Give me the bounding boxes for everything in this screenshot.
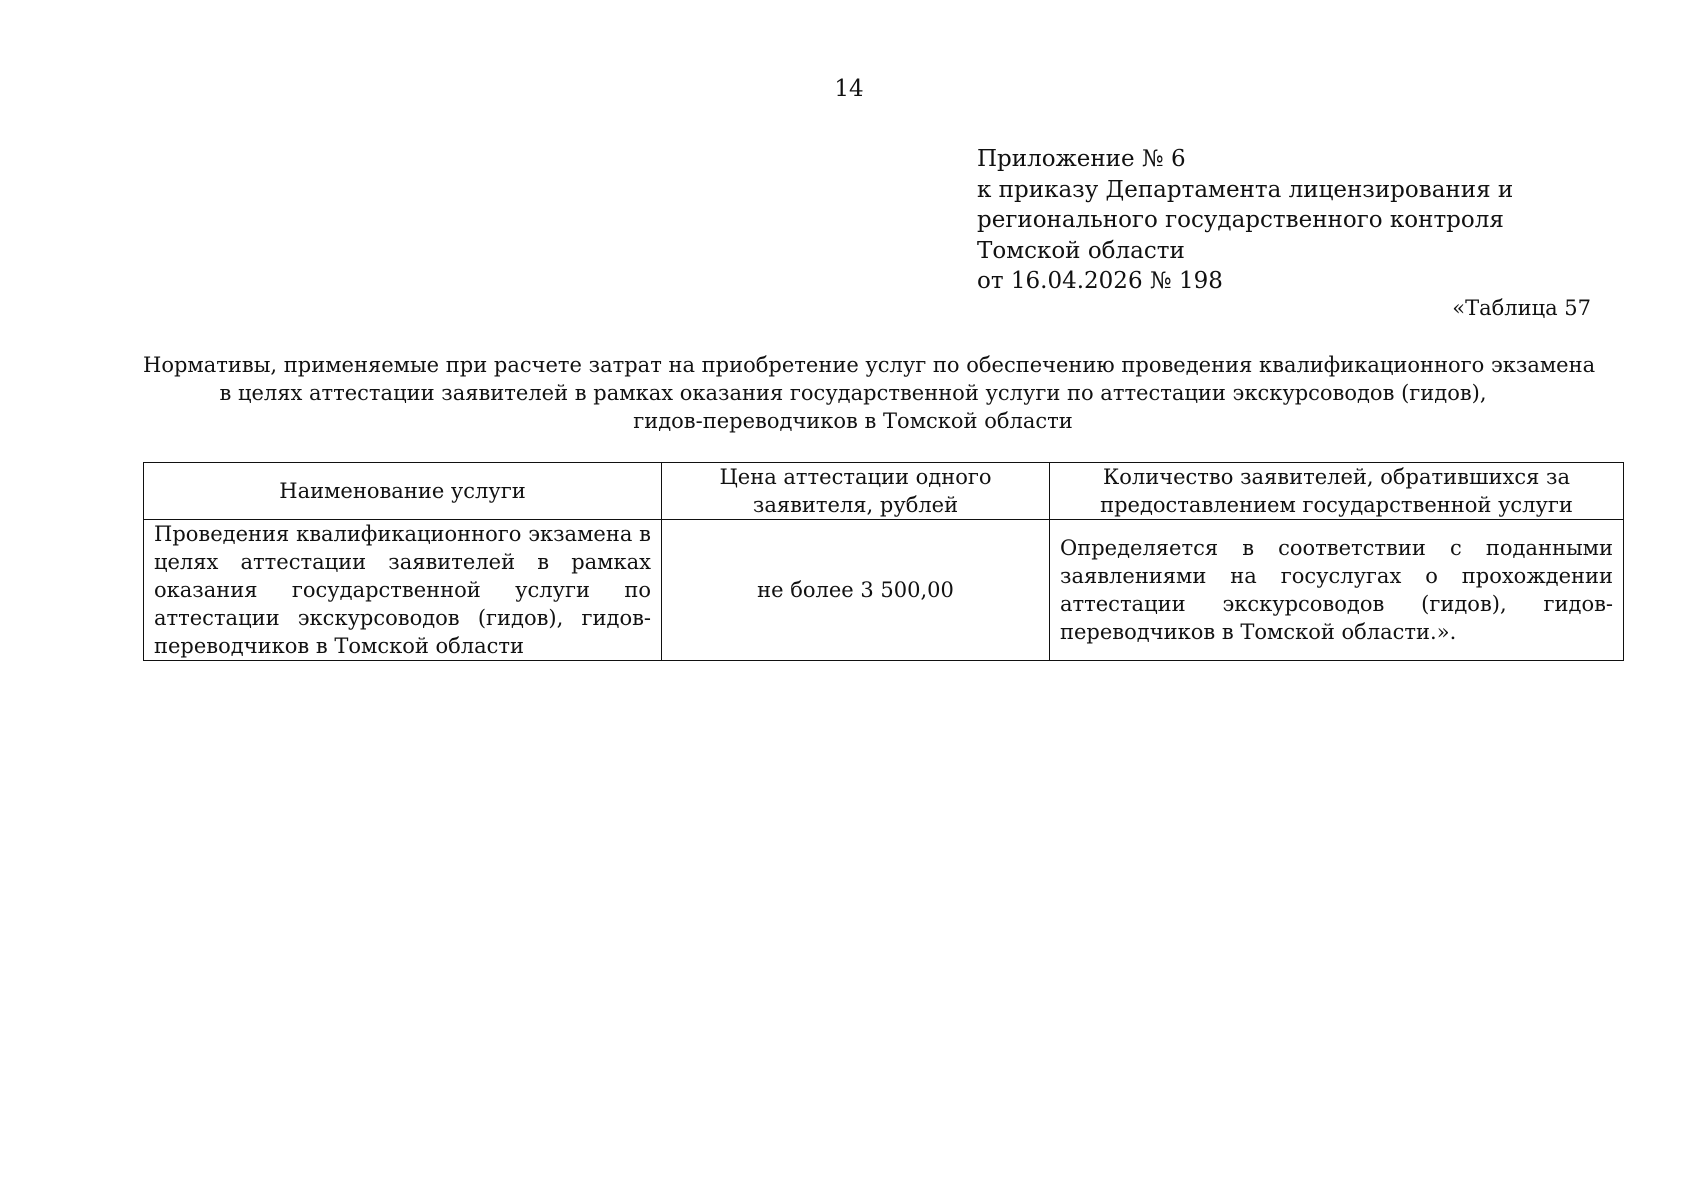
appendix-number: Приложение № 6 — [977, 146, 1186, 172]
cell-price: не более 3 500,00 — [662, 520, 1050, 661]
table-header-row — [144, 463, 1624, 520]
table-row — [144, 520, 1624, 661]
header-applicants: Количество заявителей, обратившихся за предоставлением государственной услуги — [1050, 463, 1624, 520]
page-number: 14 — [834, 76, 864, 102]
appendix-date-line: от 16.04.2026 № 198 — [977, 268, 1223, 294]
appendix-order-line: к приказу Департамента лицензирования и — [977, 176, 1514, 203]
header-service-name: Наименование услуги — [144, 463, 662, 520]
title-line-1: Нормативы, применяемые при расчете затрат на приобретение услуг по обеспечению проведения квалификационного экзамена — [143, 353, 1596, 377]
table-label: «Таблица 57 — [1452, 296, 1591, 320]
header-price: Цена аттестации одного заявителя, рублей — [662, 463, 1050, 520]
title-line-2: в целях аттестации заявителей в рамках оказания государственной услуги по аттестации экскурсоводов (гидов), — [219, 381, 1487, 405]
appendix-department-line: регионального государственного контроля — [977, 207, 1504, 233]
cell-service-name: Проведения квалификационного экзамена в целях аттестации заявителей в рамках оказания государственной услуги по аттестации экскурсоводов (гидов), гидов-переводчиков в Томской области — [144, 520, 662, 661]
title-line-3: гидов-переводчиков в Томской области — [633, 409, 1073, 433]
cell-applicants: Определяется в соответствии с поданными заявлениями на госуслугах о прохождении аттестации экскурсоводов (гидов), гидов-переводчиков в Томской области.». — [1050, 520, 1624, 661]
appendix-region-line: Томской области — [977, 237, 1185, 264]
document-title — [143, 351, 1596, 435]
norms-table — [143, 462, 1624, 661]
appendix-header — [977, 144, 1513, 297]
